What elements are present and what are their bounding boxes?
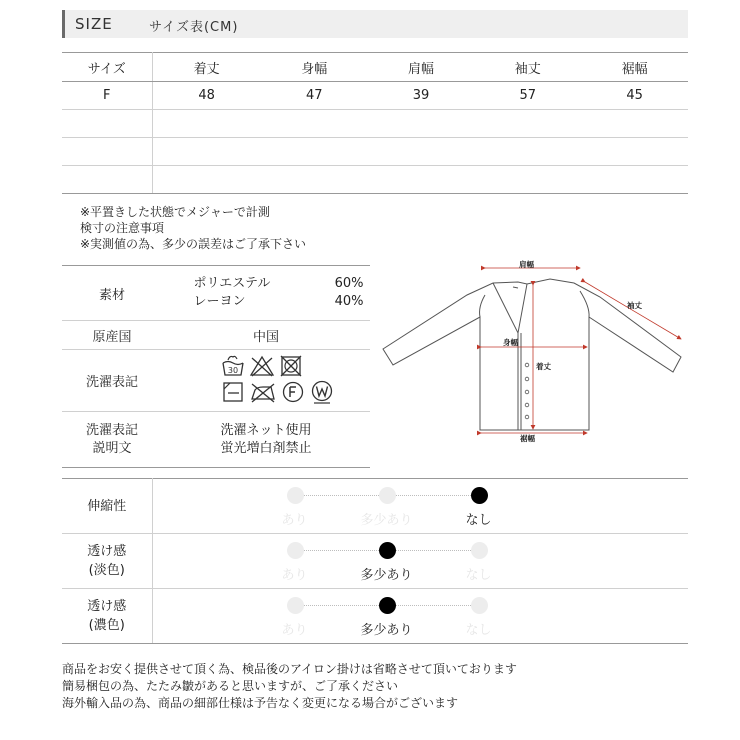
evaluation-scale bbox=[153, 534, 689, 588]
evaluation-scale bbox=[153, 479, 689, 533]
no-iron-icon bbox=[249, 380, 277, 404]
label-line: (淡色) bbox=[88, 563, 125, 578]
table-cell: F bbox=[62, 82, 152, 110]
size-subtitle: サイズ表(CM) bbox=[149, 20, 239, 35]
scale-dot bbox=[287, 487, 304, 504]
scale-dot bbox=[379, 542, 396, 559]
scale-option: あり bbox=[281, 513, 308, 528]
material-pct: 40% bbox=[334, 294, 364, 309]
label-line: 透け感 bbox=[87, 599, 127, 614]
table-cell bbox=[261, 166, 368, 194]
table-cell: 45 bbox=[581, 82, 688, 110]
hand-wash-30-icon bbox=[221, 354, 245, 378]
chest-label: 身幅 bbox=[503, 338, 518, 347]
size-header bbox=[62, 10, 688, 38]
table-cell bbox=[62, 138, 152, 166]
table-row bbox=[62, 110, 688, 138]
footer-line: 海外輸入品の為、商品の細部仕様は予告なく変更になる場合がございます bbox=[62, 696, 459, 710]
wash-temp: 30 bbox=[227, 366, 239, 375]
scale-dot bbox=[471, 542, 488, 559]
label-line: (濃色) bbox=[88, 618, 125, 633]
scale-option: 多少あり bbox=[360, 568, 413, 583]
scale-option: あり bbox=[281, 568, 308, 583]
scale-dot bbox=[287, 597, 304, 614]
material-row bbox=[62, 266, 370, 321]
wash-description-value bbox=[162, 412, 370, 468]
evaluation-label bbox=[62, 534, 152, 589]
wash-description-line: 蛍光増白剤禁止 bbox=[220, 440, 312, 456]
table-cell bbox=[152, 138, 261, 166]
material-pct: 60% bbox=[334, 276, 364, 291]
scale-dot bbox=[379, 597, 396, 614]
label-line: 伸縮性 bbox=[87, 498, 127, 514]
label-line: 洗濯表記 bbox=[85, 422, 138, 438]
scale-dot bbox=[471, 597, 488, 614]
sleeve-label: 袖丈 bbox=[627, 301, 642, 310]
column-header: 着丈 bbox=[152, 53, 261, 82]
material-value bbox=[162, 266, 370, 321]
measurement-notes bbox=[80, 204, 306, 252]
note-line: ※平置きした状態でメジャーで計測 bbox=[80, 205, 270, 219]
material-name: レーヨン bbox=[193, 294, 246, 309]
scale-option: あり bbox=[281, 623, 308, 638]
shoulder-label: 肩幅 bbox=[519, 260, 534, 269]
label-line: 説明文 bbox=[92, 440, 132, 456]
label-line: 透け感 bbox=[87, 544, 127, 559]
size-table-header bbox=[62, 53, 688, 82]
table-cell bbox=[152, 110, 261, 138]
table-cell bbox=[581, 110, 688, 138]
wash-description-line: 洗濯ネット使用 bbox=[220, 422, 312, 438]
evaluation-label bbox=[62, 589, 152, 644]
length-label: 着丈 bbox=[536, 362, 551, 371]
garment-diagram bbox=[375, 255, 690, 450]
evaluation-row bbox=[62, 479, 688, 534]
wash-icon-group bbox=[221, 353, 341, 405]
scale-option: なし bbox=[465, 623, 492, 638]
origin-row bbox=[62, 321, 370, 350]
table-cell: 47 bbox=[261, 82, 368, 110]
column-header: 裾幅 bbox=[581, 53, 688, 82]
table-cell bbox=[152, 166, 261, 194]
table-cell bbox=[261, 138, 368, 166]
scale-option: 多少あり bbox=[360, 513, 413, 528]
material-name: ポリエステル bbox=[193, 276, 271, 291]
column-header: サイズ bbox=[62, 53, 152, 82]
note-line: ※実測値の為、多少の誤差はご了承下さい bbox=[80, 237, 307, 251]
column-header: 身幅 bbox=[261, 53, 368, 82]
button-icon bbox=[525, 415, 529, 419]
wash-row bbox=[62, 350, 370, 412]
origin-value: 中国 bbox=[162, 321, 370, 350]
scale-dot bbox=[287, 542, 304, 559]
origin-label: 原産国 bbox=[62, 321, 162, 350]
footer-line: 簡易梱包の為、たたみ皺があると思いますが、ご了承ください bbox=[62, 679, 399, 693]
scale-option: なし bbox=[465, 568, 492, 583]
evaluation-scale bbox=[153, 589, 689, 643]
scale-option: 多少あり bbox=[360, 623, 413, 638]
table-cell bbox=[474, 110, 581, 138]
size-title: SIZE bbox=[75, 15, 113, 33]
table-row bbox=[62, 82, 688, 110]
scale-dot bbox=[471, 487, 488, 504]
button-icon bbox=[525, 377, 529, 381]
column-header: 袖丈 bbox=[474, 53, 581, 82]
footer-notes bbox=[62, 661, 517, 712]
wet-clean-w-icon bbox=[309, 379, 335, 405]
table-cell: 48 bbox=[152, 82, 261, 110]
table-cell bbox=[474, 166, 581, 194]
table-cell bbox=[261, 110, 368, 138]
table-cell bbox=[368, 138, 475, 166]
size-table bbox=[62, 52, 688, 194]
wash-description-label bbox=[62, 412, 162, 468]
wash-label: 洗濯表記 bbox=[62, 350, 162, 412]
scale-dot bbox=[379, 487, 396, 504]
table-cell bbox=[368, 110, 475, 138]
table-cell bbox=[62, 110, 152, 138]
table-cell: 57 bbox=[474, 82, 581, 110]
fabric-evaluation-table bbox=[62, 478, 688, 644]
material-table bbox=[62, 265, 370, 468]
no-tumble-dry-icon bbox=[279, 354, 303, 378]
note-line: 検寸の注意事項 bbox=[80, 221, 165, 235]
table-cell: 39 bbox=[368, 82, 475, 110]
table-row bbox=[62, 166, 688, 194]
button-icon bbox=[525, 363, 529, 367]
dry-clean-f-icon bbox=[281, 380, 305, 404]
hem-label: 裾幅 bbox=[520, 434, 535, 443]
evaluation-label bbox=[62, 479, 152, 534]
button-icon bbox=[525, 390, 529, 394]
column-header: 肩幅 bbox=[368, 53, 475, 82]
material-label: 素材 bbox=[62, 266, 162, 321]
wash-description-row bbox=[62, 412, 370, 468]
shade-dry-flat-icon bbox=[221, 380, 245, 404]
button-icon bbox=[525, 403, 529, 407]
scale-option: なし bbox=[465, 513, 492, 528]
footer-line: 商品をお安く提供させて頂く為、検品後のアイロン掛けは省略させて頂いております bbox=[62, 662, 517, 676]
table-row bbox=[62, 138, 688, 166]
evaluation-row bbox=[62, 534, 688, 589]
table-cell bbox=[581, 166, 688, 194]
evaluation-row bbox=[62, 589, 688, 644]
table-cell bbox=[368, 166, 475, 194]
table-cell bbox=[581, 138, 688, 166]
table-cell bbox=[62, 166, 152, 194]
no-bleach-icon bbox=[249, 354, 275, 378]
table-cell bbox=[474, 138, 581, 166]
